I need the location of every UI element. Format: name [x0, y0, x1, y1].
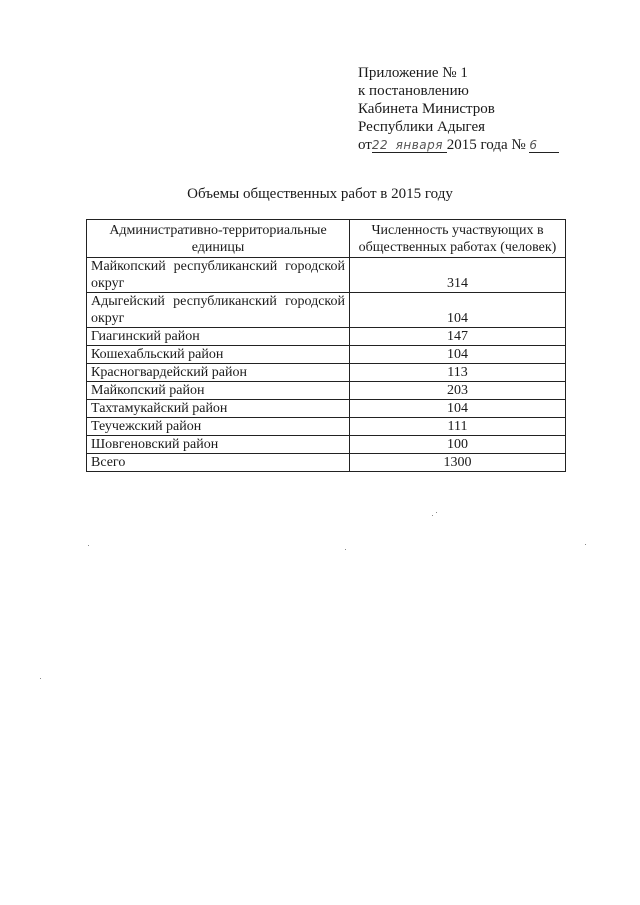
annex-date-line — [358, 136, 559, 154]
count-cell: 100 — [350, 436, 566, 454]
count-cell: 314 — [350, 258, 566, 293]
total-label-cell: Всего — [87, 454, 350, 472]
scan-speck — [345, 549, 346, 550]
table-row — [87, 328, 566, 346]
count-cell: 104 — [350, 400, 566, 418]
unit-cell: Майкопский республиканский городской округ — [87, 258, 350, 293]
unit-cell: Шовгеновский район — [87, 436, 350, 454]
date-month: января — [395, 138, 443, 152]
count-cell: 113 — [350, 364, 566, 382]
total-count-cell: 1300 — [350, 454, 566, 472]
table-header-row — [87, 220, 566, 258]
table-row — [87, 382, 566, 400]
table-row — [87, 364, 566, 382]
header-units: Административно-территориальные единицы — [87, 220, 350, 258]
scan-speck — [40, 678, 41, 679]
unit-cell: Теучежский район — [87, 418, 350, 436]
table-row — [87, 258, 566, 293]
unit-cell: Красногвардейский район — [87, 364, 350, 382]
scan-speck — [436, 512, 437, 513]
unit-cell: Адыгейский республиканский городской округ — [87, 293, 350, 328]
annex-ref-line: к постановлению — [358, 83, 469, 99]
document-title: Объемы общественных работ в 2015 году — [187, 186, 453, 202]
date-year: 2015 — [446, 137, 477, 153]
count-cell: 104 — [350, 346, 566, 364]
scan-speck — [88, 545, 89, 546]
annex-issuer-line: Кабинета Министров — [358, 101, 495, 117]
date-day: 22 — [371, 138, 389, 152]
unit-cell: Гиагинский район — [87, 328, 350, 346]
header-participants: Численность участвующих в общественных работах (человек) — [350, 220, 566, 258]
count-cell: 203 — [350, 382, 566, 400]
count-cell: 147 — [350, 328, 566, 346]
doc-number: 6 — [529, 138, 538, 152]
table-row — [87, 436, 566, 454]
annex-block — [358, 64, 559, 154]
table-row — [87, 346, 566, 364]
date-day-month — [372, 138, 447, 153]
doc-number-field — [529, 138, 559, 153]
public-works-table — [86, 219, 566, 472]
scan-speck — [432, 515, 433, 516]
date-year-suffix: года № — [480, 137, 526, 153]
count-cell: 104 — [350, 293, 566, 328]
annex-republic-line: Республики Адыгея — [358, 119, 486, 135]
table-total-row — [87, 454, 566, 472]
unit-cell: Кошехабльский район — [87, 346, 350, 364]
table-row — [87, 293, 566, 328]
table-row — [87, 400, 566, 418]
unit-cell: Тахтамукайский район — [87, 400, 350, 418]
table-row — [87, 418, 566, 436]
count-cell: 111 — [350, 418, 566, 436]
date-prefix: от — [358, 137, 372, 153]
unit-cell: Майкопский район — [87, 382, 350, 400]
scan-speck — [585, 544, 586, 545]
annex-title: Приложение № 1 — [358, 65, 468, 81]
